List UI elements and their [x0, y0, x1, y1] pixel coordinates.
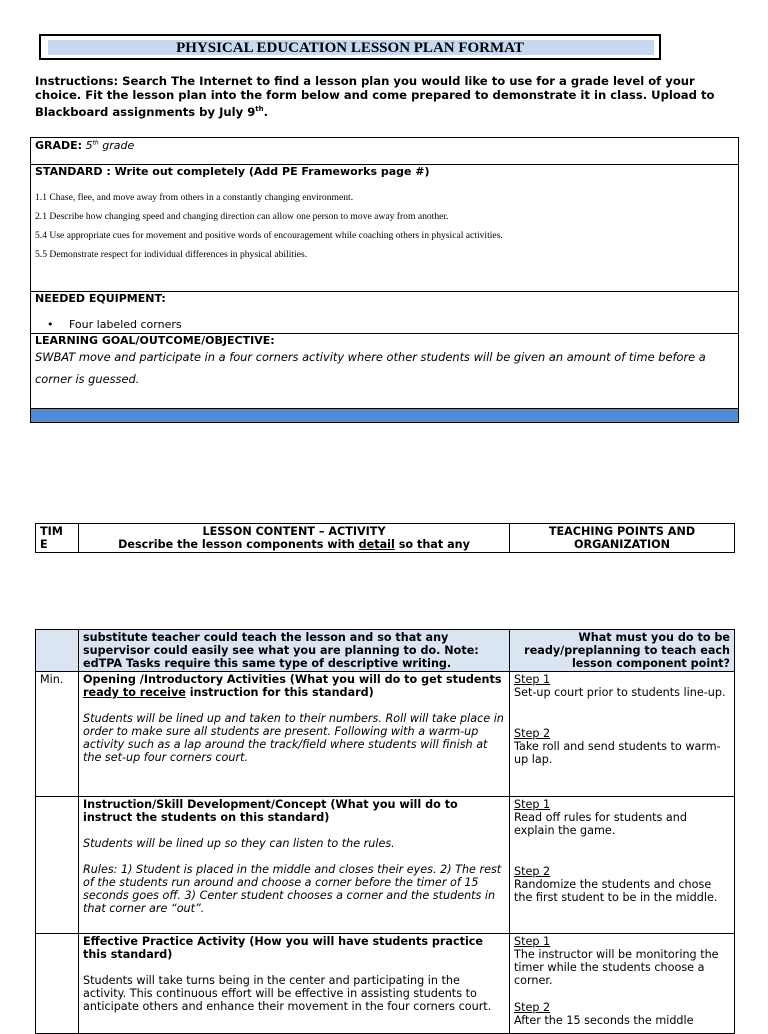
activity-heading: Opening /Introductory Activities (What you will do to get students ready to receive instruction for this standard): [83, 673, 502, 699]
objective-section: [31, 333, 738, 409]
equipment-heading: NEEDED EQUIPMENT:: [35, 292, 166, 305]
time-header: TIM E: [36, 524, 79, 553]
step-text: Set-up court prior to students line-up.: [514, 686, 726, 699]
step-label: Step 2: [514, 727, 551, 740]
step-text: Take roll and send students to warm-up lap.: [514, 740, 721, 766]
standard-heading: STANDARD : Write out completely (Add PE Frameworks page #): [35, 165, 430, 178]
lesson-info-box: [30, 137, 739, 423]
lesson-table: [35, 629, 735, 1034]
step-text: After the 15 seconds the middle: [514, 1014, 694, 1027]
objective-heading: LEARNING GOAL/OUTCOME/OBJECTIVE:: [35, 334, 275, 347]
divider-bar: [31, 409, 738, 422]
content-cell: [79, 934, 510, 1034]
table-row: [36, 672, 735, 797]
activity-body: Rules: 1) Student is placed in the middle and closes their eyes. 2) The rest of the students run around and choose a corner before the timer of 15 seconds goes off. 3) Center student chooses a corner and the students in that corner are “out”.: [83, 863, 502, 915]
step-label: Step 2: [514, 865, 551, 878]
standard-item: 2.1 Describe how changing speed and changing direction can allow one person to move away from another.: [35, 211, 449, 222]
instructions-end: .: [263, 104, 269, 119]
equipment-item: • Four labeled corners: [47, 318, 182, 331]
step-label: Step 1: [514, 935, 551, 948]
steps-cell: [510, 672, 735, 797]
instructions: [35, 74, 735, 119]
bullet-icon: •: [47, 318, 54, 331]
activity-body: Students will take turns being in the center and participating in the activity. This continuous effort will be effective in assisting students to anticipate others and enhance their movement in the four corners court.: [83, 974, 492, 1013]
title-box: [39, 34, 661, 60]
steps-cell: [510, 797, 735, 934]
standard-item: 1.1 Chase, flee, and move away from others in a constantly changing environment.: [35, 192, 354, 203]
standard-section: [31, 165, 738, 292]
objective-text: SWBAT move and participate in a four corners activity where other students will be given an amount of time before a corner is guessed.: [35, 350, 706, 386]
content-header: LESSON CONTENT – ACTIVITY Describe the lesson components with detail so that any: [79, 524, 510, 553]
activity-body: Students will be lined up and taken to their numbers. Roll will take place in order to make sure all students are present. Following with a warm-up activity such as a lap around the track/field where students will finish at the set-up four corners court.: [83, 712, 504, 764]
activity-heading: Effective Practice Activity (How you will have students practice this standard): [83, 935, 484, 961]
lesson-table-header: [35, 523, 735, 553]
teaching-header: TEACHING POINTS AND ORGANIZATION: [510, 524, 735, 553]
teaching-header-cont: What must you do to be ready/preplanning to teach each lesson component point?: [510, 630, 735, 672]
step-text: The instructor will be monitoring the timer while the students choose a corner.: [514, 948, 719, 987]
step-label: Step 1: [514, 673, 551, 686]
grade-label: GRADE:: [35, 139, 83, 152]
content-header-cont: substitute teacher could teach the lesson and so that any supervisor could easily see what you are planning to do. Note: edTPA Tasks require this same type of descriptive writing.: [79, 630, 510, 672]
table-header-row: [36, 630, 735, 672]
table-row: [36, 934, 735, 1034]
time-cell: [36, 934, 79, 1034]
grade-section: [31, 138, 738, 165]
equipment-section: [31, 292, 738, 333]
standard-item: 5.5 Demonstrate respect for individual differences in physical abilities.: [35, 249, 308, 260]
table-row: [36, 797, 735, 934]
content-cell: [79, 797, 510, 934]
time-cell: [36, 797, 79, 934]
step-text: Read off rules for students and explain the game.: [514, 811, 687, 837]
activity-body: Students will be lined up so they can listen to the rules.: [83, 837, 395, 850]
step-label: Step 1: [514, 798, 551, 811]
time-header-cell: [36, 630, 79, 672]
steps-cell: [510, 934, 735, 1034]
time-cell: Min.: [36, 672, 79, 797]
grade-value: 5th grade: [85, 139, 135, 152]
page-title: PHYSICAL EDUCATION LESSON PLAN FORMAT: [176, 40, 524, 56]
standard-item: 5.4 Use appropriate cues for movement and positive words of encouragement while coaching others in physical activities.: [35, 230, 503, 241]
step-text: Randomize the students and chose the first student to be in the middle.: [514, 878, 718, 904]
instructions-sup: th: [255, 105, 264, 113]
instructions-text: Instructions: Search The Internet to find a lesson plan you would like to use for a grade level of your choice. Fit the lesson plan into the form below and come prepared to demonstrate it in class. Upload to Blackboard assignments by July 9: [35, 74, 715, 119]
content-cell: [79, 672, 510, 797]
activity-heading: Instruction/Skill Development/Concept (What you will do to instruct the students on this standard): [83, 798, 458, 824]
step-label: Step 2: [514, 1001, 551, 1014]
